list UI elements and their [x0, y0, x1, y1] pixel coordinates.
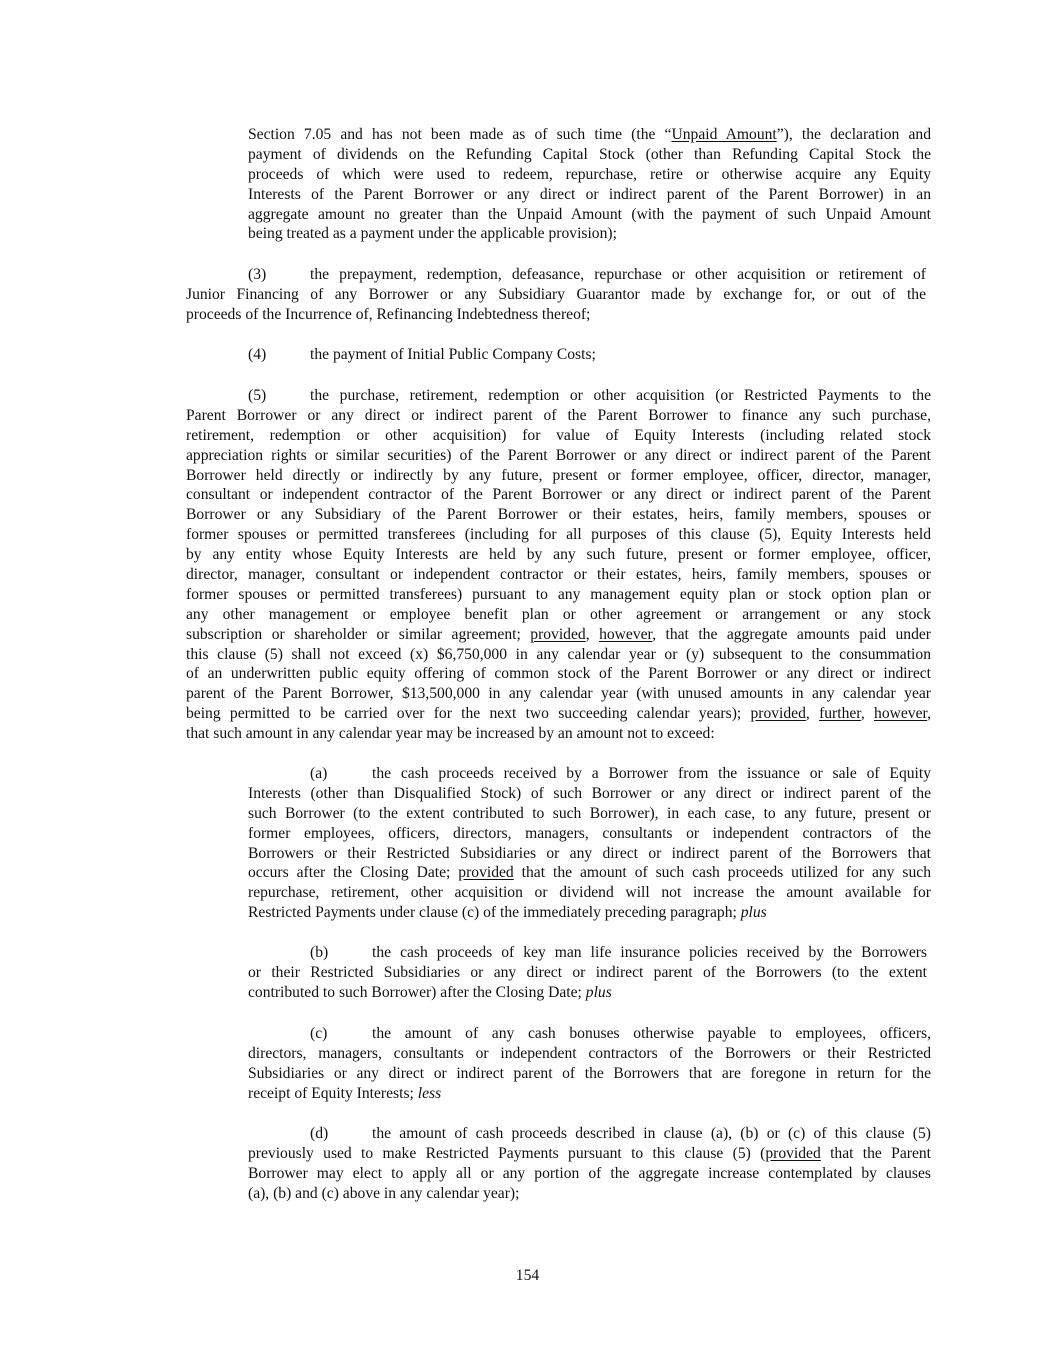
text-line: Section 7.05 and has not been made as of such time (the “Unpaid Amount”), the declaration and: [248, 126, 931, 143]
text-line: Parent Borrower or any direct or indirect parent of the Parent Borrower to finance any such purchase,: [186, 406, 931, 424]
text-line: this clause (5) shall not exceed (x) $6,750,000 in any calendar year or (y) subsequent to the consummation: [186, 645, 931, 663]
clause-number: (a): [310, 765, 328, 782]
text-line: of an underwritten public equity offering of common stock of the Parent Borrower or any direct or indirect: [186, 665, 931, 683]
text-line: or their Restricted Subsidiaries or any direct or indirect parent of the Borrowers (to the extent: [248, 963, 927, 981]
text-line: being permitted to be carried over for the next two succeeding calendar years); provided, further, however,: [186, 705, 932, 723]
clause-5c: [248, 1024, 931, 1104]
defined-term: provided: [458, 864, 514, 882]
text-line: appreciation rights or similar securities) of the Parent Borrower or any direct or indirect parent of the Parent: [186, 446, 931, 464]
text-line: (5) the purchase, retirement, redemption or other acquisition (or Restricted Payments to the: [248, 387, 931, 404]
text-line: Interests of the Parent Borrower or any direct or indirect parent of the Parent Borrower) in an: [248, 185, 931, 203]
text-line: contributed to such Borrower) after the Closing Date; plus: [248, 983, 612, 1001]
clause-5d: [248, 1124, 931, 1204]
text-line: (c) the amount of any cash bonuses otherwise payable to employees, officers,: [310, 1025, 931, 1042]
text-line: (b) the cash proceeds of key man life insurance policies received by the Borrowers: [310, 944, 927, 961]
text-line: Borrower held directly or indirectly by any future, present or former employee, officer, director, manager,: [186, 466, 931, 484]
text-line: any other management or employee benefit plan or other agreement or arrangement or any stock: [186, 605, 931, 623]
text-line: such Borrower (to the extent contributed to such Borrower), in each case, to any future, present or: [248, 804, 931, 822]
text-line: director, manager, consultant or independent contractor or their estates, heirs, family members, spouses or: [186, 566, 931, 584]
text-line: consultant or independent contractor of the Parent Borrower or any direct or indirect parent of the Parent: [186, 486, 931, 504]
text-line: (4) the payment of Initial Public Company Costs;: [248, 346, 596, 363]
text-line: retirement, redemption or other acquisition) for value of Equity Interests (including related stock: [186, 426, 931, 444]
clause-5a: [248, 764, 931, 923]
clause-number: (4): [248, 346, 267, 363]
text-line: that such amount in any calendar year may be increased by an amount not to exceed:: [186, 725, 715, 743]
defined-term: provided: [765, 1144, 821, 1162]
text-line: Subsidiaries or any direct or indirect parent of the Borrowers that are foregone in return for the: [248, 1064, 931, 1082]
defined-term: however: [874, 705, 928, 723]
text-line: proceeds of which were used to redeem, repurchase, retire or otherwise acquire any Equity: [248, 165, 931, 183]
text-line: receipt of Equity Interests; less: [248, 1084, 442, 1102]
clause-5b: [248, 943, 927, 1003]
defined-term: provided: [750, 705, 806, 723]
text-line: payment of dividends on the Refunding Capital Stock (other than Refunding Capital Stock the: [248, 145, 931, 163]
text-line: Interests (other than Disqualified Stock) of such Borrower or any direct or indirect parent of the: [248, 784, 931, 802]
text-line: (d) the amount of cash proceeds described in clause (a), (b) or (c) of this clause (5): [310, 1125, 931, 1142]
text-line: former spouses or permitted transferees) pursuant to any management equity plan or stock option plan or: [186, 585, 931, 603]
defined-term: Unpaid Amount: [671, 126, 777, 143]
text-line: directors, managers, consultants or independent contractors of the Borrowers or their Restricted: [248, 1044, 931, 1062]
text-line: (a), (b) and (c) above in any calendar year);: [248, 1184, 520, 1202]
text-line: aggregate amount no greater than the Unpaid Amount (with the payment of such Unpaid Amount: [248, 205, 931, 223]
page-number: 154: [515, 1267, 540, 1284]
text-line: former spouses or permitted transferees (including for all purposes of this clause (5), Equity Interests held: [186, 526, 931, 544]
text-line: by any entity whose Equity Interests are held by any such future, present or former employee, officer,: [186, 546, 931, 564]
text-line: Junior Financing of any Borrower or any Subsidiary Guarantor made by exchange for, or out of the: [186, 285, 926, 303]
clause-3: [186, 265, 926, 325]
italic-connector: plus: [740, 904, 767, 922]
text-line: being treated as a payment under the applicable provision);: [248, 225, 617, 243]
clause-number: (d): [310, 1125, 329, 1142]
text-line: subscription or shareholder or similar agreement; provided, however, that the aggregate amounts paid under: [186, 625, 931, 643]
text-line: (a) the cash proceeds received by a Borrower from the issuance or sale of Equity: [310, 765, 931, 782]
clause-number: (3): [248, 266, 267, 283]
text-line: Restricted Payments under clause (c) of the immediately preceding paragraph; plus: [248, 904, 767, 922]
text-line: repurchase, retirement, other acquisition or dividend will not increase the amount available for: [248, 884, 931, 902]
clause-5: [186, 386, 931, 744]
text-line: proceeds of the Incurrence of, Refinancing Indebtedness thereof;: [186, 305, 591, 323]
clause-number: (5): [248, 387, 267, 404]
clause-number: (b): [310, 944, 329, 961]
defined-term: provided: [530, 625, 586, 643]
defined-term: further: [819, 705, 861, 723]
text-line: occurs after the Closing Date; provided that the amount of such cash proceeds utilized for any such: [248, 864, 931, 882]
text-line: (3) the prepayment, redemption, defeasance, repurchase or other acquisition or retirement of: [248, 266, 926, 283]
text-line: previously used to make Restricted Payments pursuant to this clause (5) (provided that the Parent: [248, 1144, 931, 1162]
italic-connector: plus: [585, 983, 612, 1001]
text-line: parent of the Parent Borrower, $13,500,000 in any calendar year (with unused amounts in any calendar year: [186, 685, 931, 703]
clause-number: (c): [310, 1025, 328, 1042]
text-line: former employees, officers, directors, managers, consultants or independent contractors of the: [248, 824, 931, 842]
text-line: Borrower or any Subsidiary of the Parent Borrower or their estates, heirs, family members, spouses or: [186, 506, 931, 524]
clause-4: [186, 345, 931, 365]
defined-term: however: [599, 625, 653, 643]
text-line: Borrower may elect to apply all or any portion of the aggregate increase contemplated by clauses: [248, 1164, 931, 1182]
paragraph-continuation: [248, 125, 931, 244]
text-line: Borrowers or their Restricted Subsidiaries or any direct or indirect parent of the Borrowers that: [248, 844, 931, 862]
italic-connector: less: [417, 1084, 442, 1102]
